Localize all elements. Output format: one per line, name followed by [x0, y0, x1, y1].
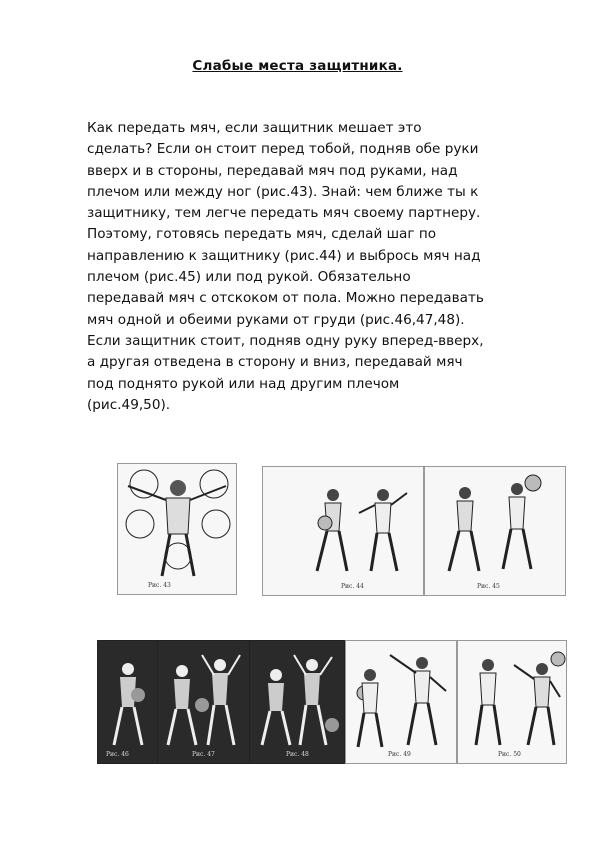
- figure-44-caption: Рис. 44: [341, 583, 364, 590]
- figure-46: [97, 640, 159, 764]
- figure-43-caption: Рис. 43: [148, 582, 171, 589]
- figure-48: [249, 640, 345, 764]
- one-hand-pass-illustration: [158, 641, 250, 763]
- chest-pass-illustration: [98, 641, 158, 763]
- figure-46-caption: Рис. 46: [106, 751, 129, 758]
- defender-arms-up-illustration: [118, 464, 236, 594]
- figure-50-caption: Рис. 50: [498, 751, 521, 758]
- figure-45-caption: Рис. 45: [477, 583, 500, 590]
- pass-under-arm-illustration: [346, 641, 456, 763]
- figure-48-caption: Рис. 48: [286, 751, 309, 758]
- figure-45: [424, 466, 566, 596]
- figure-50: [457, 640, 567, 764]
- over-shoulder-pass-illustration: [425, 467, 565, 595]
- bounce-pass-illustration: [250, 641, 344, 763]
- figure-44: [262, 466, 424, 596]
- pass-over-shoulder-illustration: [458, 641, 566, 763]
- figure-43: [117, 463, 237, 595]
- figure-47: [157, 640, 251, 764]
- figure-47-caption: Рис. 47: [192, 751, 215, 758]
- body-paragraph: Как передать мяч, если защитник мешает это сделать? Если он стоит перед тобой, подняв обе руки вверх и в стороны, передавай мяч под руками, над плечом или между ног (рис.43). Знай: чем ближе ты к защитнику, тем легче передать мяч своему партнеру. Поэтому, готовясь передать мяч, сделай шаг по направлению к защитнику (рис.44) и выбрось мяч над плечом (рис.45) или под рукой. Обязательно передавай мяч с отскоком от пола. Можно передавать мяч одной и обеими руками от груди (рис.46,47,48). Если защитник стоит, подняв одну руку вперед-вверх, а другая отведена в сторону и вниз, передавай мяч под поднято рукой или над другим плечом (рис.49,50).: [87, 120, 484, 413]
- page-title: Слабые места защитника.: [192, 58, 403, 74]
- players-step-illustration: [263, 467, 423, 595]
- figure-49: [345, 640, 457, 764]
- figure-49-caption: Рис. 49: [388, 751, 411, 758]
